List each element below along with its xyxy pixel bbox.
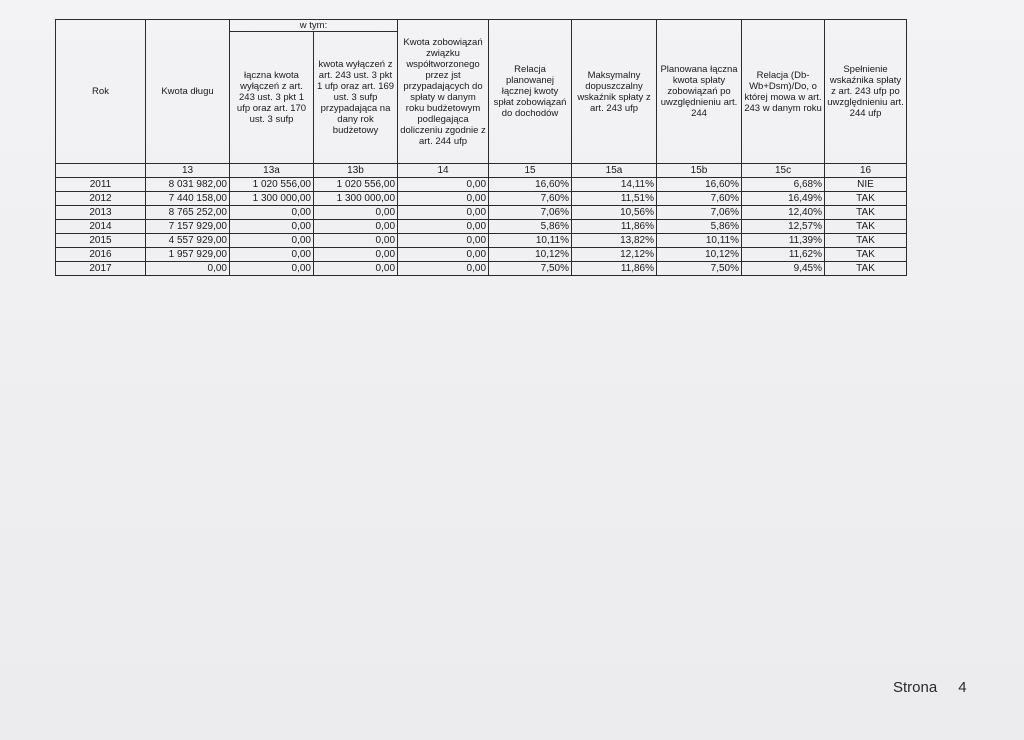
year-cell: 2013 — [56, 206, 146, 220]
value-cell: 0,00 — [398, 262, 489, 276]
value-cell: 6,68% — [742, 178, 825, 192]
value-cell: 7,60% — [489, 192, 572, 206]
value-cell: TAK — [825, 248, 907, 262]
value-cell: TAK — [825, 206, 907, 220]
column-number — [56, 164, 146, 178]
page-label: Strona — [893, 679, 938, 696]
column-number: 13b — [314, 164, 398, 178]
header-relacja-db: Relacja (Db-Wb+Dsm)/Do, o której mowa w art. 243 w danym roku — [742, 20, 825, 164]
value-cell: 0,00 — [314, 234, 398, 248]
value-cell: 16,49% — [742, 192, 825, 206]
value-cell: 0,00 — [398, 192, 489, 206]
value-cell: 0,00 — [398, 220, 489, 234]
table-row — [56, 262, 907, 276]
table-row — [56, 220, 907, 234]
value-cell: 16,60% — [489, 178, 572, 192]
value-cell: 0,00 — [230, 234, 314, 248]
table-row — [56, 206, 907, 220]
table-header — [56, 20, 907, 164]
value-cell: 7 157 929,00 — [146, 220, 230, 234]
page-footer — [893, 679, 967, 696]
value-cell: 10,11% — [657, 234, 742, 248]
year-cell: 2015 — [56, 234, 146, 248]
value-cell: 7,50% — [489, 262, 572, 276]
header-planowana-laczna: Planowana łączna kwota spłaty zobowiązań po uwzględnieniu art. 244 — [657, 20, 742, 164]
column-number-row — [56, 164, 907, 178]
header-relacja-planowanej: Relacja planowanej łącznej kwoty spłat zobowiązań do dochodów — [489, 20, 572, 164]
value-cell: 0,00 — [398, 248, 489, 262]
column-number: 13 — [146, 164, 230, 178]
value-cell: 0,00 — [398, 234, 489, 248]
column-number: 16 — [825, 164, 907, 178]
value-cell: TAK — [825, 192, 907, 206]
table-row — [56, 192, 907, 206]
header-rok: Rok — [56, 20, 146, 164]
table-body — [56, 164, 907, 276]
value-cell: 10,11% — [489, 234, 572, 248]
value-cell: 1 300 000,00 — [314, 192, 398, 206]
value-cell: 7,50% — [657, 262, 742, 276]
value-cell: 11,39% — [742, 234, 825, 248]
value-cell: 9,45% — [742, 262, 825, 276]
value-cell: 0,00 — [314, 262, 398, 276]
table-row — [56, 178, 907, 192]
value-cell: 12,40% — [742, 206, 825, 220]
value-cell: TAK — [825, 234, 907, 248]
header-spelnienie: Spełnienie wskaźnika spłaty z art. 243 ufp po uwzględnieniu art. 244 ufp — [825, 20, 907, 164]
value-cell: 5,86% — [657, 220, 742, 234]
header-kwota-zobowiazan: Kwota zobowiązań związku współtworzonego przez jst przypadających do spłaty w danym roku budżetowym podlegająca doliczeniu zgodnie z art. 244 ufp — [398, 20, 489, 164]
value-cell: 0,00 — [146, 262, 230, 276]
value-cell: 0,00 — [314, 220, 398, 234]
value-cell: 1 020 556,00 — [230, 178, 314, 192]
value-cell: 7,60% — [657, 192, 742, 206]
value-cell: 5,86% — [489, 220, 572, 234]
column-number: 15b — [657, 164, 742, 178]
value-cell: 10,12% — [489, 248, 572, 262]
value-cell: 11,51% — [572, 192, 657, 206]
value-cell: 12,12% — [572, 248, 657, 262]
value-cell: 0,00 — [230, 220, 314, 234]
value-cell: 11,86% — [572, 220, 657, 234]
value-cell: NIE — [825, 178, 907, 192]
value-cell: 11,62% — [742, 248, 825, 262]
value-cell: 4 557 929,00 — [146, 234, 230, 248]
column-number: 15c — [742, 164, 825, 178]
debt-table — [55, 19, 907, 276]
value-cell: 14,11% — [572, 178, 657, 192]
value-cell: 0,00 — [230, 206, 314, 220]
value-cell: 8 765 252,00 — [146, 206, 230, 220]
value-cell: 7,06% — [657, 206, 742, 220]
value-cell: 16,60% — [657, 178, 742, 192]
value-cell: 0,00 — [398, 178, 489, 192]
value-cell: 7 440 158,00 — [146, 192, 230, 206]
header-maksymalny-wskaznik: Maksymalny dopuszczalny wskaźnik spłaty z art. 243 ufp — [572, 20, 657, 164]
year-cell: 2016 — [56, 248, 146, 262]
value-cell: 10,12% — [657, 248, 742, 262]
value-cell: 1 020 556,00 — [314, 178, 398, 192]
table-row — [56, 248, 907, 262]
column-number: 13a — [230, 164, 314, 178]
value-cell: 13,82% — [572, 234, 657, 248]
year-cell: 2017 — [56, 262, 146, 276]
value-cell: 12,57% — [742, 220, 825, 234]
column-number: 15a — [572, 164, 657, 178]
value-cell: 1 300 000,00 — [230, 192, 314, 206]
value-cell: 11,86% — [572, 262, 657, 276]
value-cell: 0,00 — [230, 262, 314, 276]
value-cell: 0,00 — [398, 206, 489, 220]
value-cell: 0,00 — [314, 206, 398, 220]
year-cell: 2012 — [56, 192, 146, 206]
header-kwota-wylaczen: kwota wyłączeń z art. 243 ust. 3 pkt 1 ufp oraz art. 169 ust. 3 sufp przypadająca na dany rok budżetowy — [314, 32, 398, 164]
value-cell: 8 031 982,00 — [146, 178, 230, 192]
value-cell: 0,00 — [230, 248, 314, 262]
header-kwota-dlugu: Kwota długu — [146, 20, 230, 164]
value-cell: 10,56% — [572, 206, 657, 220]
value-cell: 1 957 929,00 — [146, 248, 230, 262]
table-row — [56, 234, 907, 248]
value-cell: 7,06% — [489, 206, 572, 220]
value-cell: TAK — [825, 262, 907, 276]
column-number: 14 — [398, 164, 489, 178]
page-number: 4 — [958, 679, 967, 696]
header-laczna-kwota-wylaczen: łączna kwota wyłączeń z art. 243 ust. 3 pkt 1 ufp oraz art. 170 ust. 3 sufp — [230, 32, 314, 164]
value-cell: 0,00 — [314, 248, 398, 262]
column-number: 15 — [489, 164, 572, 178]
header-w-tym: w tym: — [230, 20, 398, 32]
year-cell: 2011 — [56, 178, 146, 192]
year-cell: 2014 — [56, 220, 146, 234]
value-cell: TAK — [825, 220, 907, 234]
